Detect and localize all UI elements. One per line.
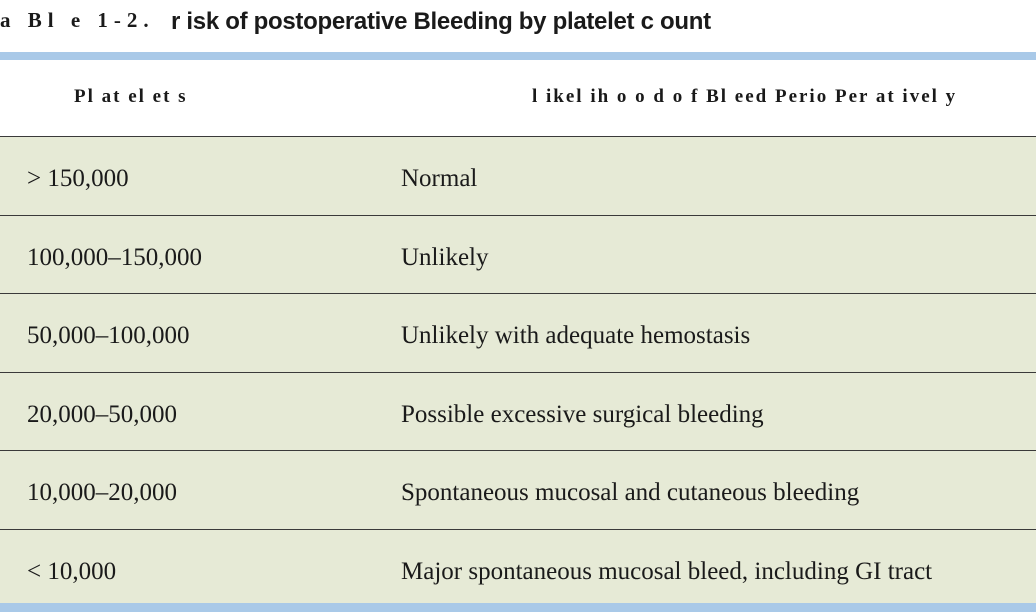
table-row bbox=[0, 373, 1036, 452]
table-row bbox=[0, 451, 1036, 530]
platelets-cell: < 10,000 bbox=[27, 557, 117, 585]
table-body bbox=[0, 137, 1036, 608]
likelihood-cell: Normal bbox=[401, 165, 478, 192]
platelets-cell: 10,000–20,000 bbox=[27, 479, 177, 506]
platelets-cell: 100,000–150,000 bbox=[27, 243, 202, 271]
header-platelets: Pl at el et s bbox=[74, 86, 188, 107]
bottom-rule bbox=[0, 603, 1036, 612]
platelets-cell: > 150,000 bbox=[27, 165, 129, 192]
table-row bbox=[0, 137, 1036, 216]
platelets-cell: 50,000–100,000 bbox=[27, 322, 190, 349]
table-caption bbox=[0, 0, 1036, 52]
top-rule bbox=[0, 52, 1036, 60]
table-row bbox=[0, 294, 1036, 373]
likelihood-cell: Unlikely with adequate hemostasis bbox=[401, 322, 751, 349]
table-row bbox=[0, 216, 1036, 295]
likelihood-cell: Spontaneous mucosal and cutaneous bleeding bbox=[401, 479, 860, 506]
header-likelihood: l ikel ih o o d o f Bl eed Perio Per at ivel y bbox=[532, 86, 958, 107]
table-row bbox=[0, 530, 1036, 609]
table-title: r isk of postoperative Bleeding by platelet c ount bbox=[171, 8, 711, 35]
platelets-cell: 20,000–50,000 bbox=[27, 400, 177, 428]
likelihood-cell: Unlikely bbox=[401, 243, 489, 271]
table-header-row bbox=[0, 60, 1036, 137]
likelihood-cell: Major spontaneous mucosal bleed, including GI tract bbox=[401, 557, 933, 585]
likelihood-cell: Possible excessive surgical bleeding bbox=[401, 400, 764, 428]
table-number-label: a Bl e 1-2. bbox=[0, 8, 155, 32]
